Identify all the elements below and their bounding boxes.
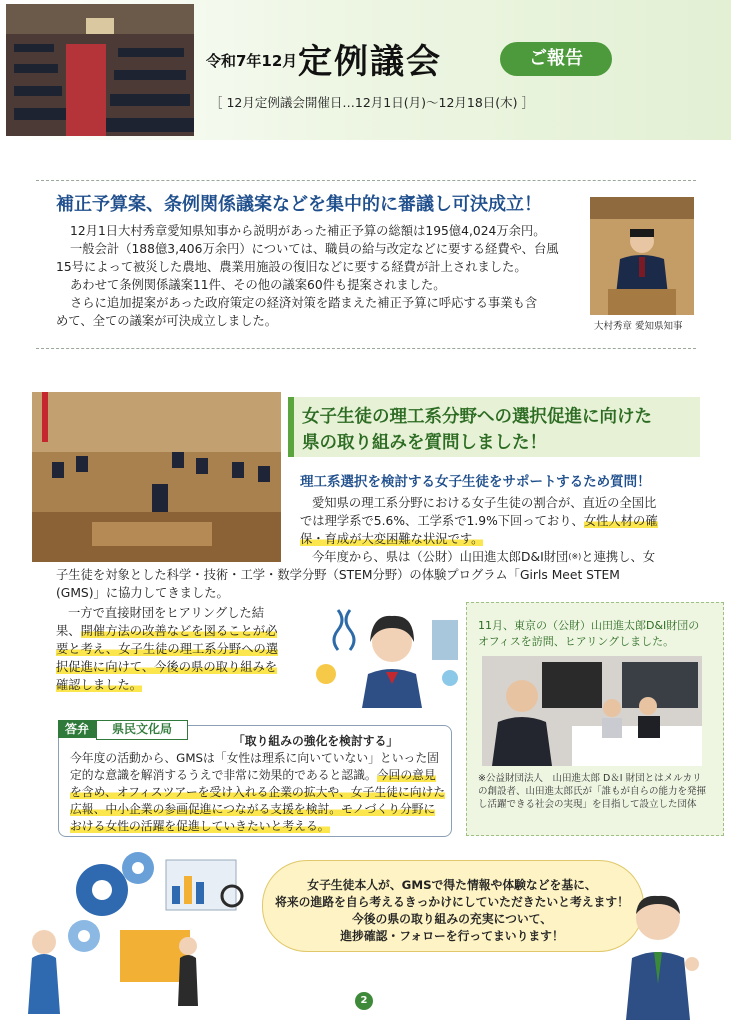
gms-visit-photo <box>482 656 702 766</box>
section1-paragraph: 15号によって被災した農地、農業用施設の復旧などに要する経費が計上されました。 <box>56 260 527 274</box>
section2-title-line2: 県の取り組みを質問しました！ <box>302 433 547 453</box>
gms-visit-caption: 11月、東京の（公財）山田進太郎D&I財団のオフィスを訪問、ヒアリングしました。 <box>478 619 700 648</box>
stem-illustration <box>20 846 250 1016</box>
foundation-footnote: ※公益財団法人 山田進太郎 D＆I 財団とはメルカリの創設者、山田進太郎氏が「誰もが自らの能力を発揮し活躍できる社会の実現」を目指して設立した団体 <box>478 773 707 810</box>
answer-highlight: 広報、中小企業の参画促進につながる支援を検討。モノづくり分野に <box>70 802 436 816</box>
section2-highlight: 開催方法の改善などを図ることが必 <box>80 624 278 638</box>
section2-text-line: 果、 <box>56 624 81 638</box>
closing-line: 進捗確認・フォローを行ってまいります！ <box>340 929 564 943</box>
section2-highlight: 択促進に向けて、今後の県の取り組みを <box>56 660 278 674</box>
answer-highlight: を含め、オフィスツアーを受け入れる企業の拡大や、女子生徒に向けた <box>70 785 446 799</box>
answer-highlight: おける女性の活躍を促進していきたいと考える。 <box>70 819 330 833</box>
closing-line: 今後の県の取り組みの充実について、 <box>351 912 553 926</box>
student-illustration <box>316 600 466 710</box>
assembly-hall-image <box>6 4 194 136</box>
section2-highlight: 女性人材の確 <box>583 514 658 528</box>
page-number: 2 <box>355 992 373 1010</box>
closing-line: 将来の進路を自ら考えるきっかけにしていただきたいと考えます！ <box>275 895 629 909</box>
answer-quote: 「取り組みの強化を検討する」 <box>233 734 399 748</box>
governor-photo <box>590 197 694 315</box>
student-icon <box>316 600 466 710</box>
session-dates: ［ 12月定例議会開催日…12月1日(月)～12月18日(木) ］ <box>210 95 535 110</box>
assembly-hall-photo <box>6 4 194 136</box>
section2-text-line: では理学系で5.6%、工学系で1.9%下回っており、 <box>300 514 584 528</box>
section2-text-line: と連携し、女 <box>581 550 656 564</box>
section1-heading: 補正予算案、条例関係議案などを集中的に審議し可決成立！ <box>56 194 542 215</box>
section1-paragraph: さらに追加提案があった政府策定の経済対策を踏まえた補正予算に呼応する事業も含 <box>70 296 538 310</box>
section2-text-line: 愛知県の理工系分野における女子生徒の割合が、直近の全国比 <box>312 496 657 510</box>
answer-text-line: 今年度の活動から、GMSは「女性は理系に向いていない」といった固 <box>70 751 439 765</box>
governor-image <box>590 197 694 315</box>
section1-paragraph: あわせて条例関係議案11件、その他の議案60件も提案されました。 <box>70 278 446 292</box>
gears-icon <box>20 846 250 1016</box>
section2-text-line: (GMS)」に協力してきました。 <box>56 586 229 600</box>
section2-title-line1: 女子生徒の理工系分野への選択促進に向けた <box>302 407 652 427</box>
speaker-illustration <box>622 888 702 1020</box>
section1-paragraph: 一般会計（188億3,406万余円）については、職員の給与改定などに要する経費や、台風 <box>70 242 559 256</box>
divider-top <box>36 180 696 181</box>
section1-paragraph: 12月1日大村秀章愛知県知事から説明があった補正予算の総額は195億4,024万余円。 <box>70 224 546 238</box>
footnote-marker: (※) <box>568 552 582 561</box>
page-title: 定例議会 <box>298 42 442 82</box>
governor-photo-caption: 大村秀章 愛知県知事 <box>594 321 683 332</box>
section2-subheading: 理工系選択を検討する女子生徒をサポートするため質問！ <box>300 474 651 490</box>
divider-middle <box>36 348 696 349</box>
section1-paragraph: めて、全ての議案が可決成立しました。 <box>56 314 278 328</box>
section2-text-line: 一方で直接財団をヒアリングした結 <box>68 606 265 620</box>
section2-highlight: 保・育成が大変困難な状況です。 <box>300 532 484 546</box>
section2-text-line: 子生徒を対象とした科学・技術・工学・数学分野（STEM分野）の体験プログラム「Girls Meet STEM <box>56 568 620 582</box>
closing-line: 女子生徒本人が、GMSで得た情報や体験などを基に、 <box>307 878 597 892</box>
section2-highlight: 確認しました。 <box>56 678 143 692</box>
speaker-icon <box>622 888 702 1020</box>
section2-text-line: 今年度から、県は（公財）山田進太郎D&I財団 <box>312 550 569 564</box>
header-era-month: 令和7年12月 <box>206 52 298 70</box>
assembly-question-photo <box>32 392 281 562</box>
answer-text-line: 定的な意識を解消するうえで非常に効果的であると認識。 <box>70 768 377 782</box>
answer-highlight: 今回の意見 <box>376 768 436 782</box>
report-badge: ご報告 <box>500 42 612 76</box>
gms-visit-image <box>482 656 702 766</box>
section2-highlight: 要と考え、女子生徒の理工系分野への選 <box>56 642 279 656</box>
assembly-question-image <box>32 392 281 562</box>
answer-department: 県民文化局 <box>96 720 188 740</box>
answer-tag: 答弁 <box>58 720 96 738</box>
